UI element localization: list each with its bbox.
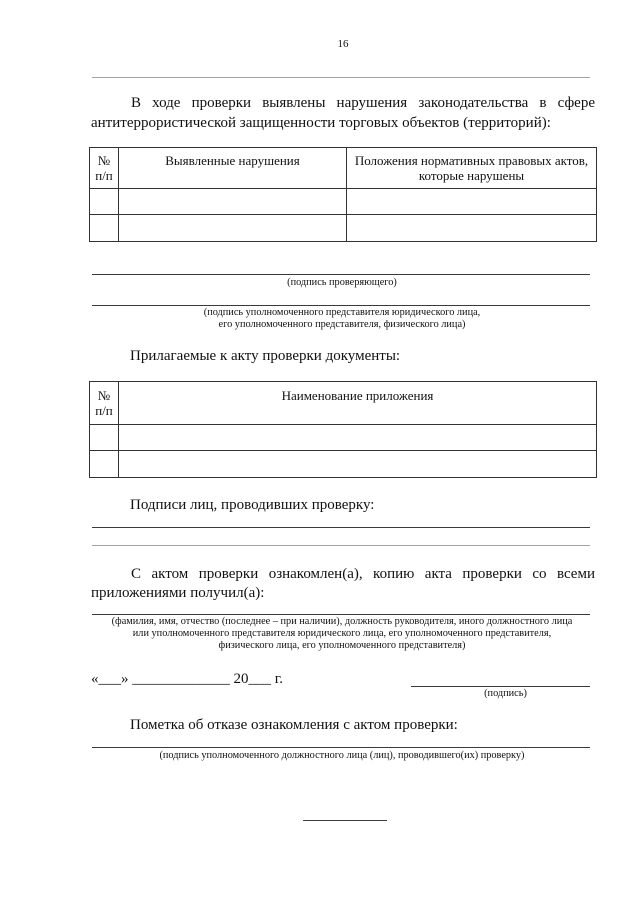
representative-caption-line-1: (подпись уполномоченного представителя юридического лица,	[203, 307, 481, 318]
table-cell	[90, 451, 119, 478]
table-cell	[90, 425, 119, 451]
table-cell	[119, 215, 347, 242]
inspector-signature-line	[92, 274, 590, 275]
number-header-abbrev: п/п	[95, 168, 113, 183]
acknowledgement-name-line	[92, 614, 590, 615]
provisions-header-line-1: Положения нормативных правовых актов,	[354, 153, 589, 168]
table-cell	[347, 215, 597, 242]
inspectors-signature-line-2	[92, 545, 590, 546]
acknowledgement-signature-line	[411, 686, 590, 687]
table-row	[90, 215, 597, 242]
number-column-header	[90, 382, 119, 425]
acknowledgement-caption-line-1: (фамилия, имя, отчество (последнее – при наличии), должность руководителя, иного должностного лица	[111, 616, 573, 627]
refusal-signature-line	[92, 747, 590, 748]
top-separator-rule	[92, 77, 590, 78]
table-row	[90, 425, 597, 451]
acknowledgement-caption-line-3: физического лица, его уполномоченного представителя)	[218, 640, 466, 651]
acknowledgement-signature-caption: (подпись)	[484, 688, 527, 699]
representative-signature-caption	[60, 307, 624, 331]
acknowledgement-name-caption	[60, 616, 624, 652]
table-cell	[119, 189, 347, 215]
table-cell	[119, 451, 597, 478]
table-cell	[90, 215, 119, 242]
number-column-header	[90, 148, 119, 189]
acknowledgement-caption-line-2: или уполномоченного представителя юридического лица, его уполномоченного представителя,	[132, 628, 552, 639]
provisions-column-header	[347, 148, 597, 189]
refusal-heading: Пометка об отказе ознакомления с актом проверки:	[130, 717, 458, 733]
table-cell	[90, 189, 119, 215]
inspectors-signatures-heading: Подписи лиц, проводивших проверку:	[130, 497, 375, 513]
number-header-symbol: №	[97, 153, 111, 168]
attachment-name-column-header	[119, 382, 597, 425]
attachments-table	[89, 381, 597, 478]
violations-intro-line-1: В ходе проверки выявлены нарушения законодательства в сфере	[131, 95, 595, 111]
acknowledgement-line-1: С актом проверки ознакомлен(а), копию акта проверки со всеми	[131, 566, 595, 582]
number-header-abbrev: п/п	[95, 403, 113, 418]
date-line: «___» _____________ 20___ г.	[91, 671, 283, 687]
representative-caption-line-2: его уполномоченного представителя, физического лица)	[218, 319, 466, 330]
attachments-heading: Прилагаемые к акту проверки документы:	[130, 348, 401, 364]
inspectors-signature-line-1	[92, 527, 590, 528]
provisions-header-line-2: которые нарушены	[418, 168, 525, 183]
violation-column-header	[119, 148, 347, 189]
footer-end-rule	[303, 820, 387, 821]
attachments-table-header-row	[90, 382, 597, 425]
violations-table-header-row	[90, 148, 597, 189]
table-row	[90, 189, 597, 215]
refusal-signature-caption: (подпись уполномоченного должностного лица (лиц), проводившего(их) проверку)	[159, 750, 525, 761]
violations-table	[89, 147, 597, 242]
table-cell	[119, 425, 597, 451]
table-row	[90, 451, 597, 478]
violation-header-label: Выявленные нарушения	[165, 153, 300, 168]
page-number: 16	[337, 38, 349, 50]
violations-intro-line-2: антитеррористической защищенности торговых объектов (территорий):	[91, 115, 551, 131]
attachment-name-header-label: Наименование приложения	[281, 388, 434, 403]
table-cell	[347, 189, 597, 215]
representative-signature-line	[92, 305, 590, 306]
number-header-symbol: №	[97, 388, 111, 403]
acknowledgement-line-2: приложениями получил(а):	[91, 585, 265, 601]
inspector-signature-caption: (подпись проверяющего)	[287, 277, 397, 288]
